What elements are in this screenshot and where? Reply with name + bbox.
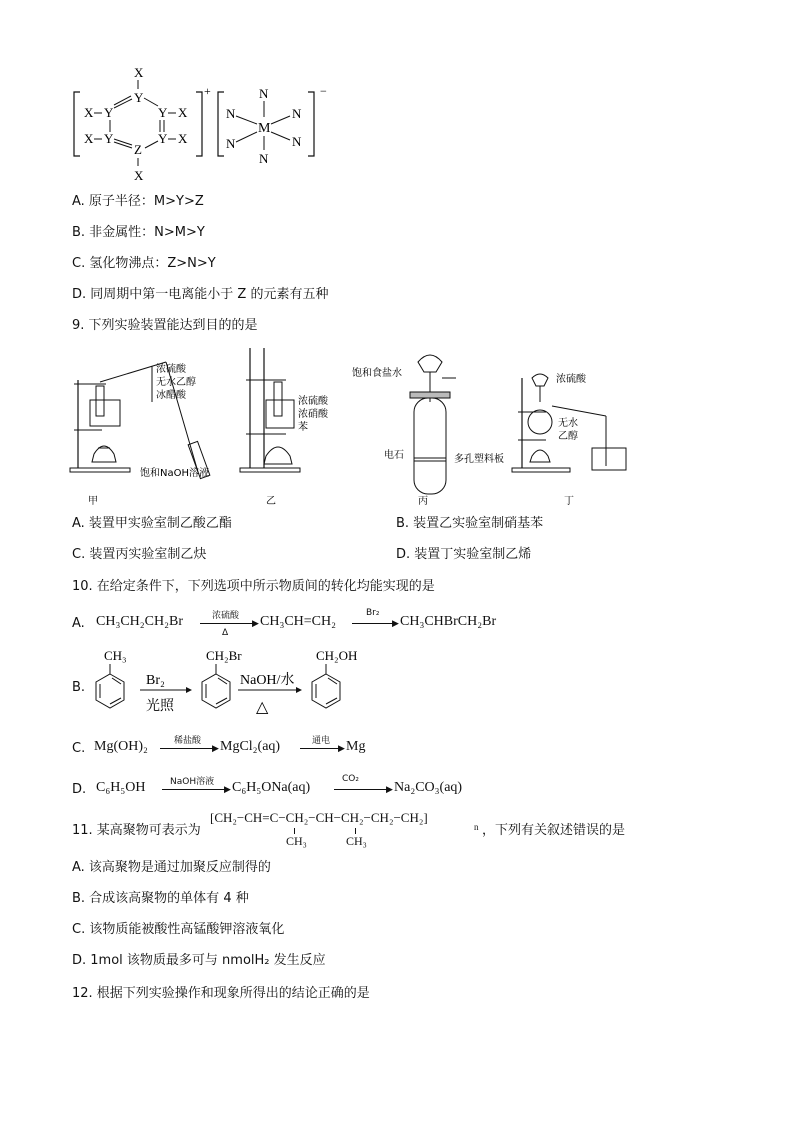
q10-d-arrow1 [162,789,228,790]
atom-y-r1: Y [158,105,168,120]
atom-x-r2: X [178,131,188,146]
q10-option-d-label[interactable]: D. [72,782,87,797]
apparatus-ding [512,372,626,507]
q8-option-b[interactable]: B. 非金属性：N>M>Y [72,225,205,240]
ligand-n-bl: N [226,136,236,151]
q11-option-c[interactable]: C. 该物质能被酸性高锰酸钾溶液氧化 [72,922,285,937]
q10-c-arrow1 [160,748,216,749]
bing-label-1: 饱和食盐水 [352,368,402,379]
benzyl-ch2oh: CH₂OH [316,648,358,663]
atom-x-bottom: X [134,168,144,183]
q11-branch-1: CH₃ [286,834,307,848]
apparatus-yi [240,348,329,507]
atom-y-l1: Y [104,105,114,120]
benzyl-bromide-ring [202,648,242,708]
q10-d-s1: C₆H₅OH [96,780,146,795]
q9-option-c[interactable]: C. 装置丙实验室制乙炔 [72,547,207,562]
q10-c-c2: 通电 [312,736,331,746]
q10-a-arrow2 [352,623,396,624]
q10-d-arrow2 [334,789,390,790]
q11-option-b[interactable]: B. 合成该高聚物的单体有 4 种 [72,891,249,906]
q10-b-r1: Br₂ [146,673,165,688]
atom-x-l1: X [84,105,94,120]
q10-d-c2: CO₂ [342,774,359,784]
q10-a-c1: 浓硫酸 [212,611,240,621]
yi-caption: 乙 [266,496,276,507]
toluene-ring [96,648,127,708]
q10-a-c2: Br₂ [366,608,380,618]
atom-y-l2: Y [104,131,114,146]
q10-option-b-label[interactable]: B. [72,680,86,695]
bing-label-2: 电石 [384,450,404,461]
q9-option-b[interactable]: B. 装置乙实验室制硝基苯 [396,516,544,531]
ligand-n-tl: N [226,106,236,121]
atom-z: Z [134,142,142,157]
anion-charge: − [320,84,327,98]
atom-x-r1: X [178,105,188,120]
q10-a-s2: CH₃CH=CH₂ [260,614,337,629]
q8-structure-figure [70,62,340,190]
atom-y-r2: Y [158,131,168,146]
benzyl-alcohol-ring [312,648,357,708]
q8-option-d[interactable]: D. 同周期中第一电离能小于 Z 的元素有五种 [72,287,329,302]
q10-c-arrow2 [300,748,342,749]
yi-label-1: 浓硫酸 [298,396,328,407]
q10-b-r1b: 光照 [146,699,174,714]
q10-b-scheme [88,646,388,722]
q10-d-s2: C₆H₅ONa(aq) [232,780,311,795]
bing-label-3: 多孔塑料板 [454,454,504,465]
ligand-n-tr: N [292,106,302,121]
q10-a-s1: CH₃CH₂CH₂Br [96,614,183,629]
toluene-ch3: CH₃ [104,648,127,663]
yi-label-2: 浓硝酸 [298,409,328,420]
q10-a-s3: CH₃CHBrCH₂Br [400,614,497,629]
benzyl-ch2br: CH₂Br [206,648,242,663]
q10-b-r2: NaOH/水 [240,673,295,688]
ding-label-2: 无水 [558,418,578,429]
q9-option-a[interactable]: A. 装置甲实验室制乙酸乙酯 [72,516,232,531]
atom-x-top: X [134,65,144,80]
q10-b-r2b: △ [256,699,269,716]
q10-d-c1: NaOH溶液 [170,777,215,787]
q10-c-s2: MgCl₂(aq) [220,739,281,754]
q10-d-s3: Na₂CO₃(aq) [394,780,463,795]
ding-label-3: 乙醇 [558,431,578,442]
q9-stem: 9. 下列实验装置能达到目的的是 [72,318,258,333]
q8-option-a[interactable]: A. 原子半径：M>Y>Z [72,194,204,209]
ding-caption: 丁 [564,496,574,507]
atom-x-l2: X [84,131,94,146]
q11-branch-2: CH₃ [346,834,367,848]
ligand-n-br: N [292,134,302,149]
apparatus-jia [70,362,210,507]
jia-label-3: 冰醋酸 [156,390,186,401]
q10-a-arrow1 [200,623,256,624]
q10-option-a-label[interactable]: A. [72,616,85,631]
ligand-n-top: N [259,86,269,101]
q10-c-s3: Mg [346,739,366,754]
ding-label-1: 浓硫酸 [556,374,586,385]
q11-option-d[interactable]: D. 1mol 该物质最多可与 nmolH₂ 发生反应 [72,953,326,968]
jia-label-2: 无水乙醇 [156,377,196,388]
q10-c-s1: Mg(OH)₂ [94,739,148,754]
yi-label-3: 苯 [298,422,308,433]
q10-stem: 10. 在给定条件下，下列选项中所示物质间的转化均能实现的是 [72,579,435,594]
atom-y-top: Y [134,90,144,105]
q10-option-c-label[interactable]: C. [72,741,86,756]
q9-apparatus-figure [66,342,646,510]
q12-stem: 12. 根据下列实验操作和现象所得出的结论正确的是 [72,986,370,1001]
jia-label-1: 浓硫酸 [156,364,186,375]
q11-sub-n: n [474,822,479,832]
q11-polymer: [CH₂−CH=C−CH₂−CH−CH₂−CH₂−CH₂] [210,810,428,825]
bing-caption: 丙 [418,496,428,507]
apparatus-bing [352,355,504,507]
jia-caption: 甲 [88,496,98,507]
q10-c-c1: 稀盐酸 [174,736,202,746]
q9-option-d[interactable]: D. 装置丁实验室制乙烯 [396,547,532,562]
jia-label-4: 饱和NaOH溶液 [140,468,209,479]
q8-option-c[interactable]: C. 氢化物沸点：Z>N>Y [72,256,216,271]
q10-a-c1b: Δ [222,628,229,638]
cation-charge: + [204,84,211,98]
ligand-n-bottom: N [259,151,269,166]
q11-stem-post: ，下列有关叙述错误的是 [482,823,626,838]
q11-stem-pre: 11. 某高聚物可表示为 [72,823,201,838]
metal-m: M [258,121,271,136]
q11-option-a[interactable]: A. 该高聚物是通过加聚反应制得的 [72,860,271,875]
